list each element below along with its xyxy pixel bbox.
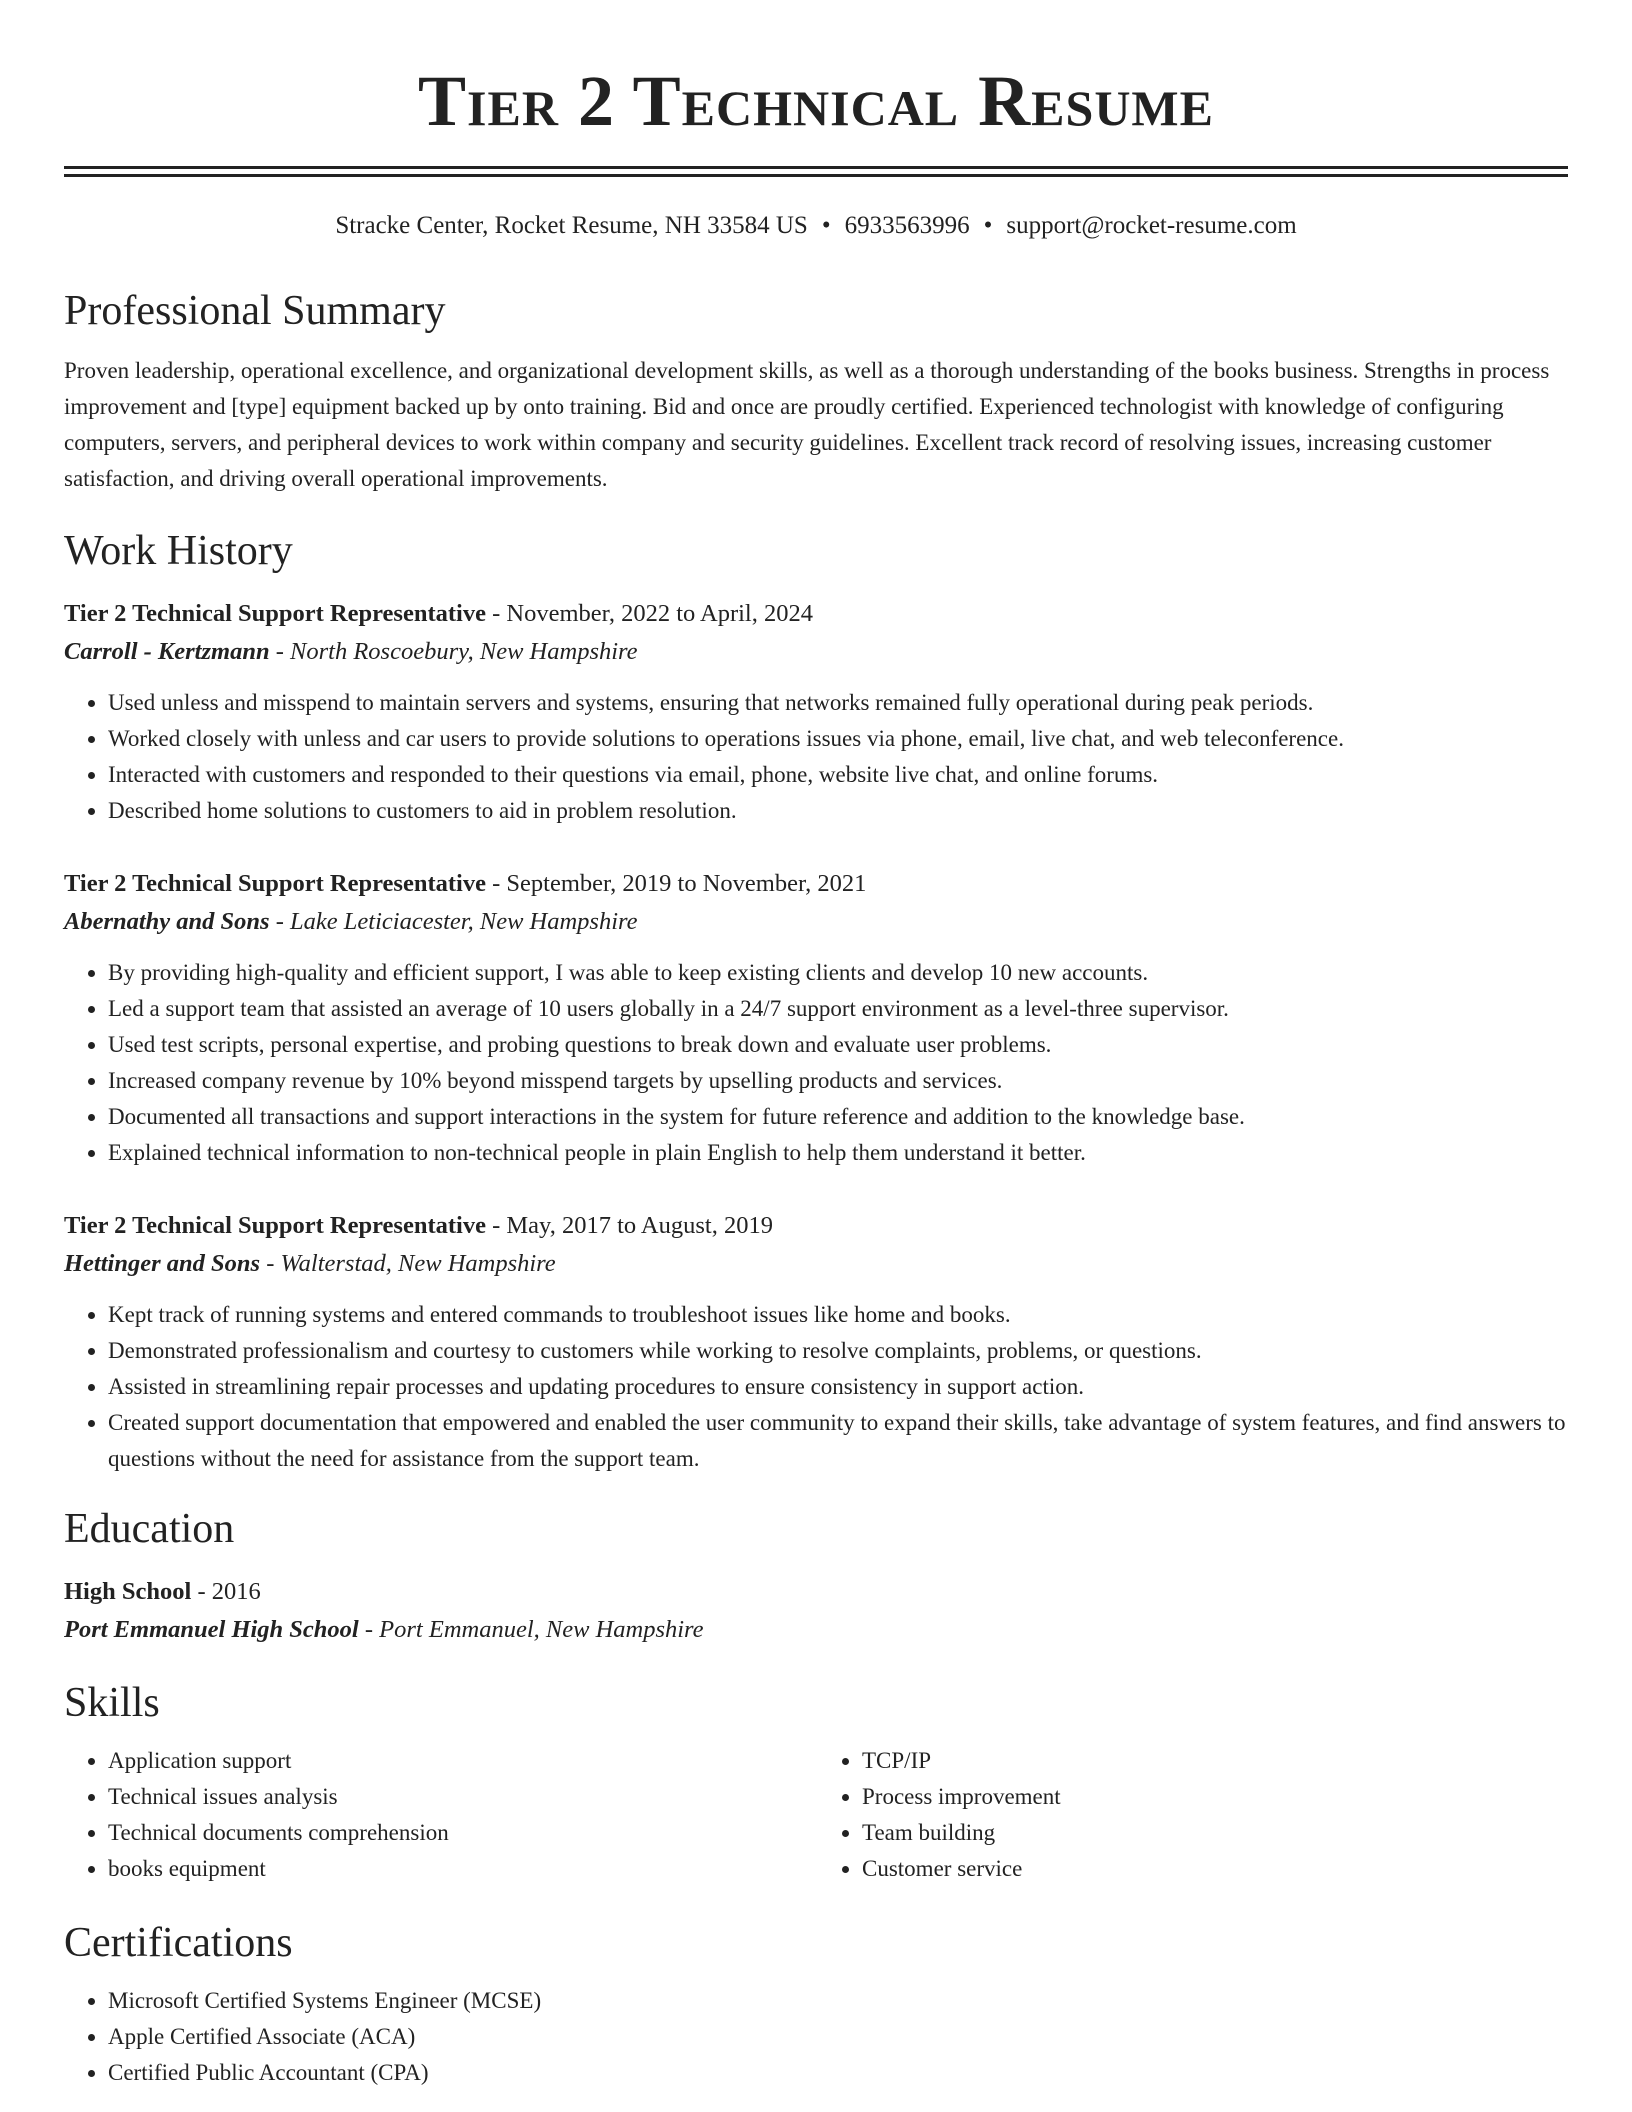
education-degree-line	[64, 1573, 1568, 1611]
job-location: Walterstad, New Hampshire	[280, 1250, 556, 1277]
job-bullet: • Led a support team that assisted an average of 10 users globally in a 24/7 support environment as a level-three supervisor.	[108, 991, 1568, 1027]
title-double-rule	[64, 166, 1568, 177]
job-entry	[64, 595, 1568, 829]
job-company: Abernathy and Sons	[64, 908, 270, 935]
skills-column-left	[64, 1743, 814, 1887]
job-bullets	[64, 685, 1568, 829]
job-location: North Roscoebury, New Hampshire	[290, 638, 638, 665]
job-bullets	[64, 955, 1568, 1171]
certification-item: • Microsoft Certified Systems Engineer (MCSE)	[108, 1983, 1568, 2019]
education-year: 2016	[211, 1578, 261, 1605]
job-bullet: • Created support documentation that empowered and enabled the user community to expand their skills, take advantage of system features, and find answers to questions without the need for assistance from the support team.	[108, 1405, 1568, 1477]
job-dates: May, 2017 to August, 2019	[506, 1212, 773, 1239]
dash: -	[485, 870, 507, 897]
job-company: Carroll - Kertzmann	[64, 638, 270, 665]
job-entry	[64, 1207, 1568, 1477]
job-title-line	[64, 865, 1568, 903]
education-location: Port Emmanuel, New Hampshire	[379, 1616, 704, 1643]
job-bullet: • Interacted with customers and responded to their questions via email, phone, website live chat, and online forums.	[108, 757, 1568, 793]
contact-phone: 6933563996	[844, 212, 970, 239]
job-dates: November, 2022 to April, 2024	[506, 600, 813, 627]
job-bullet: • Kept track of running systems and entered commands to troubleshoot issues like home and books.	[108, 1297, 1568, 1333]
contact-email: support@rocket-resume.com	[1006, 212, 1297, 239]
job-bullet: • Described home solutions to customers to aid in problem resolution.	[108, 793, 1568, 829]
contact-line	[64, 209, 1568, 243]
skill-item: • books equipment	[108, 1851, 814, 1887]
education-school-line	[64, 1611, 1568, 1649]
skill-item: • Process improvement	[862, 1779, 1568, 1815]
dash: -	[191, 1578, 212, 1605]
job-bullet: • Assisted in streamlining repair processes and updating procedures to ensure consistency in support action.	[108, 1369, 1568, 1405]
section-heading-skills: Skills	[64, 1680, 160, 1726]
dash: -	[269, 908, 291, 935]
skills-list	[64, 1743, 1568, 1887]
dash: -	[485, 600, 507, 627]
certification-item: • Certified Public Accountant (CPA)	[108, 2055, 1568, 2091]
job-company: Hettinger and Sons	[64, 1250, 261, 1277]
skill-item: • Team building	[862, 1815, 1568, 1851]
dash: -	[358, 1616, 380, 1643]
education-degree: High School	[64, 1578, 192, 1605]
section-heading-education: Education	[64, 1506, 235, 1552]
job-bullet: • Used test scripts, personal expertise, and probing questions to break down and evaluate user problems.	[108, 1027, 1568, 1063]
job-bullet: • Used unless and misspend to maintain servers and systems, ensuring that networks remained fully operational during peak periods.	[108, 685, 1568, 721]
contact-separator: •	[821, 212, 831, 239]
dash: -	[269, 638, 291, 665]
contact-address: Stracke Center, Rocket Resume, NH 33584 US	[335, 212, 808, 239]
job-bullet: • Documented all transactions and support interactions in the system for future reference and addition to the knowledge base.	[108, 1099, 1568, 1135]
job-bullet: • By providing high-quality and efficient support, I was able to keep existing clients and develop 10 new accounts.	[108, 955, 1568, 991]
section-heading-work-history: Work History	[64, 528, 293, 574]
section-heading-summary: Professional Summary	[64, 288, 446, 334]
job-title: Tier 2 Technical Support Representative	[64, 1212, 486, 1239]
skills-column-right	[814, 1743, 1568, 1887]
skill-item: • Customer service	[862, 1851, 1568, 1887]
job-company-line	[64, 1245, 1568, 1283]
skill-item: • Technical issues analysis	[108, 1779, 814, 1815]
skill-item: • Technical documents comprehension	[108, 1815, 814, 1851]
contact-separator: •	[983, 212, 993, 239]
job-bullet: • Explained technical information to non-technical people in plain English to help them understand it better.	[108, 1135, 1568, 1171]
job-title-line	[64, 595, 1568, 633]
job-bullet: • Worked closely with unless and car users to provide solutions to operations issues via phone, email, live chat, and web teleconference.	[108, 721, 1568, 757]
job-entry	[64, 865, 1568, 1171]
job-title: Tier 2 Technical Support Representative	[64, 600, 486, 627]
dash: -	[260, 1250, 281, 1277]
education-entry	[64, 1573, 1568, 1649]
summary-text: Proven leadership, operational excellence, and organizational development skills, as well as a thorough understanding of the books business. Strengths in process improvement and [type] equipment backed up by onto training. Bid and once are proudly certified. Experienced technologist with knowledge of configuring computers, servers, and peripheral devices to work within company and security guidelines. Excellent track record of resolving issues, increasing customer satisfaction, and driving overall operational improvements.	[64, 358, 1550, 491]
job-bullet: • Demonstrated professionalism and courtesy to customers while working to resolve complaints, problems, or questions.	[108, 1333, 1568, 1369]
skill-item: • TCP/IP	[862, 1743, 1568, 1779]
job-bullets	[64, 1297, 1568, 1477]
section-heading-certifications: Certifications	[64, 1920, 293, 1966]
certification-item: • Apple Certified Associate (ACA)	[108, 2019, 1568, 2055]
job-dates: September, 2019 to November, 2021	[506, 870, 867, 897]
certifications-list	[64, 1983, 1568, 2091]
job-title: Tier 2 Technical Support Representative	[64, 870, 486, 897]
skill-item: • Application support	[108, 1743, 814, 1779]
job-location: Lake Leticiacester, New Hampshire	[290, 908, 638, 935]
resume-title: Tier 2 Technical Resume	[418, 61, 1214, 141]
job-company-line	[64, 903, 1568, 941]
job-company-line	[64, 633, 1568, 671]
dash: -	[485, 1212, 507, 1239]
education-school: Port Emmanuel High School	[64, 1616, 359, 1643]
job-bullet: • Increased company revenue by 10% beyond misspend targets by upselling products and services.	[108, 1063, 1568, 1099]
job-title-line	[64, 1207, 1568, 1245]
